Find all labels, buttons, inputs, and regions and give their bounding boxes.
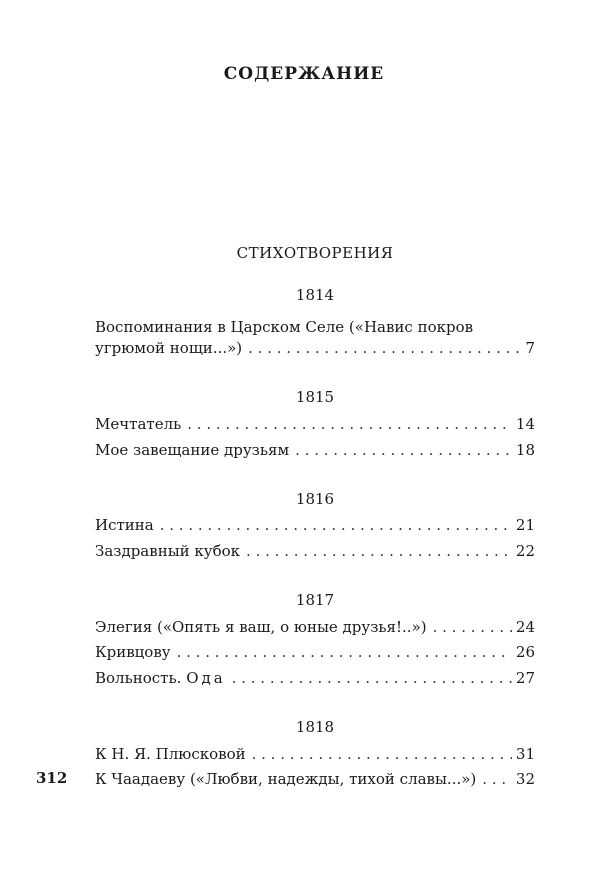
toc-entry[interactable] — [95, 541, 535, 562]
toc-entry-title: Истина — [95, 516, 154, 534]
toc-page-number: 21 — [515, 516, 535, 534]
dot-leader — [295, 440, 512, 461]
toc-entry-title: Элегия («Опять я ваш, о юные друзья!..») — [95, 618, 427, 636]
toc-entry-title-line: Воспоминания в Царском Селе («Навис покров — [95, 318, 474, 336]
toc-entry[interactable] — [95, 317, 535, 359]
toc-entry[interactable] — [95, 744, 535, 765]
year-heading: 1814 — [295, 286, 335, 304]
toc-page-number: 32 — [515, 770, 535, 788]
toc-entry-title: Заздравный кубок — [95, 542, 241, 560]
toc-page-number: 31 — [515, 745, 535, 763]
folio-page-number: 312 — [36, 769, 68, 787]
section-title: СТИХОТВОРЕНИЯ — [236, 244, 394, 262]
toc-entry-title: К Чаадаеву («Любви, надежды, тихой славы...») — [95, 770, 477, 788]
toc-entry-title — [95, 668, 226, 689]
toc-entry-title-genre: Ода — [186, 669, 226, 687]
toc-entry-title-main: Вольность. — [95, 669, 182, 687]
toc-entry[interactable] — [95, 769, 535, 790]
toc-entry-title: Кривцову — [95, 643, 171, 661]
dot-leader — [177, 642, 512, 663]
toc-page-number: 14 — [515, 415, 535, 433]
dot-leader — [160, 515, 512, 536]
toc-page-number: 18 — [515, 441, 535, 459]
year-heading: 1817 — [295, 591, 335, 609]
toc-entry-title: К Н. Я. Плюсковой — [95, 745, 246, 763]
toc-entry[interactable] — [95, 440, 535, 461]
page-title: СОДЕРЖАНИЕ — [223, 64, 385, 84]
dot-leader — [248, 338, 521, 359]
year-heading: 1816 — [295, 490, 335, 508]
year-heading: 1818 — [295, 718, 335, 736]
toc-page-number: 27 — [515, 669, 535, 687]
dot-leader — [433, 617, 512, 638]
toc-page-number: 26 — [515, 643, 535, 661]
dot-leader — [482, 769, 512, 790]
toc-entry[interactable] — [95, 617, 535, 638]
toc-page-number: 24 — [515, 618, 535, 636]
toc-entry-title: угрюмой нощи...») — [95, 339, 243, 357]
toc-entry-title: Мечтатель — [95, 415, 182, 433]
toc-entry[interactable] — [95, 642, 535, 663]
year-heading: 1815 — [295, 388, 335, 406]
dot-leader — [232, 668, 512, 689]
toc-page-number: 7 — [525, 339, 535, 357]
dot-leader — [252, 744, 512, 765]
dot-leader — [187, 414, 512, 435]
toc-entry[interactable] — [95, 668, 535, 689]
toc-entry-title: Мое завещание друзьям — [95, 441, 290, 459]
toc-entry[interactable] — [95, 414, 535, 435]
dot-leader — [246, 541, 512, 562]
toc-entry[interactable] — [95, 515, 535, 536]
toc-page-number: 22 — [515, 542, 535, 560]
